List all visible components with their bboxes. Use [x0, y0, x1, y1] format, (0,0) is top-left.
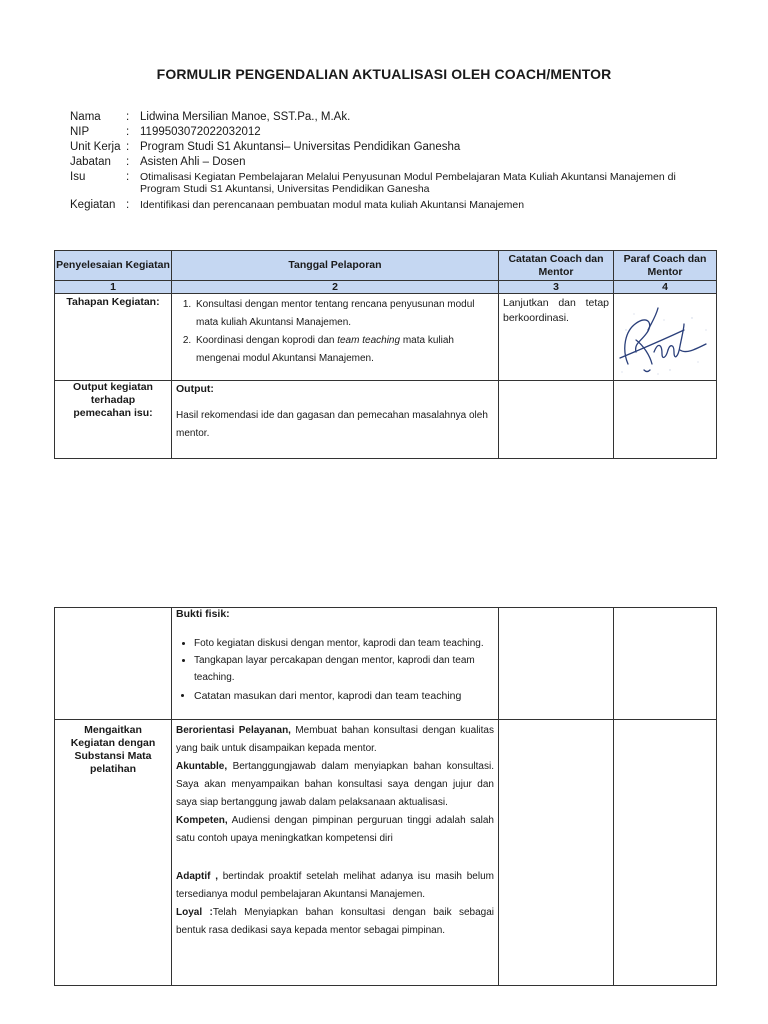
meta-colon: :	[126, 156, 130, 168]
value-text: bertindak proaktif setelah melihat adanya isu masih belum tersedianya modul pembelajaran Akuntansi Manajemen.	[176, 871, 494, 900]
header-penyelesaian: Penyelesaian Kegiatan	[55, 251, 172, 281]
value-name: Akuntable,	[176, 761, 228, 772]
meta-key: NIP	[70, 126, 90, 138]
column-number: 4	[614, 281, 717, 294]
identity-block	[70, 111, 710, 214]
empty-cell	[499, 720, 614, 986]
tahapan-list-cell	[172, 294, 499, 381]
empty-cell	[614, 720, 717, 986]
meta-key: Kegiatan	[70, 199, 116, 211]
meta-key: Jabatan	[70, 156, 111, 168]
list-item: 1. Konsultasi dengan mentor tentang rencana penyusunan modul mata kuliah Akuntansi Manajemen.	[194, 296, 494, 332]
form-title: FORMULIR PENGENDALIAN AKTUALISASI OLEH COACH/MENTOR	[156, 66, 612, 82]
value-name: Kompeten,	[176, 815, 228, 826]
value-name: Adaptif ,	[176, 871, 218, 882]
value-berorientasi-pelayanan	[176, 722, 494, 758]
empty-cell	[614, 608, 717, 720]
meta-row-isu	[70, 171, 710, 199]
value-kompeten	[176, 812, 494, 848]
value-text: Audiensi dengan pimpinan perguruan tinggi adalah salah satu contoh upaya meningkatkan kompetensi diri	[176, 815, 494, 844]
meta-key: Isu	[70, 171, 86, 183]
list-item	[194, 332, 494, 368]
meta-row-nip	[70, 126, 710, 141]
list-item-text: Koordinasi dengan koprodi dan	[196, 335, 338, 346]
list-item: • Catatan masukan dari mentor, kaprodi dan team teaching	[194, 688, 494, 705]
empty-cell	[499, 608, 614, 720]
coach-note: Lanjutkan dan tetap berkoordinasi.	[499, 294, 614, 381]
bukti-fisik-heading: Bukti fisik:	[176, 608, 230, 620]
list-item-text: mata kuliah mengenai modul Akuntansi Manajemen.	[196, 335, 454, 364]
meta-colon: :	[126, 126, 130, 138]
meta-value: Asisten Ahli – Dosen	[140, 156, 246, 168]
signature-cell	[614, 294, 717, 381]
empty-cell	[55, 608, 172, 720]
label-output: Output kegiatan terhadap pemecahan isu:	[55, 381, 172, 459]
bukti-fisik-list	[176, 635, 494, 705]
meta-row-kegiatan	[70, 199, 710, 214]
list-item-italic: team teaching	[337, 335, 401, 346]
meta-key: Nama	[70, 111, 101, 123]
value-text: Membuat bahan konsultasi dengan kualitas yang baik untuk disampaikan kepada mentor.	[176, 725, 494, 754]
column-number: 3	[499, 281, 614, 294]
meta-value: Otimalisasi Kegiatan Pembelajaran Melalui Penyusunan Modul Pembelajaran Mata Kuliah Akuntansi Manajemen di Program Studi S1 Akuntansi, Universitas Pendidikan Ganesha	[140, 171, 676, 195]
header-tanggal: Tanggal Pelaporan	[172, 251, 499, 281]
meta-row-nama	[70, 111, 710, 126]
value-adaptif	[176, 868, 494, 904]
meta-colon: :	[126, 199, 130, 211]
meta-value: Program Studi S1 Akuntansi– Universitas Pendidikan Ganesha	[140, 141, 461, 153]
empty-cell	[614, 381, 717, 459]
value-text: Bertanggungjawab dalam menyiapkan bahan konsultasi. Saya akan menyampaikan bahan konsultasi saya dengan jujur dan saya siap bertanggung jawab dalam pelaksanaan aktualisasi.	[176, 761, 494, 808]
control-table-1	[54, 250, 717, 459]
meta-value: Identifikasi dan perencanaan pembuatan modul mata kuliah Akuntansi Manajemen	[140, 199, 525, 211]
output-cell	[172, 381, 499, 459]
column-number: 1	[55, 281, 172, 294]
label-tahapan: Tahapan Kegiatan:	[55, 294, 172, 381]
signature-image	[614, 300, 714, 380]
control-table-2	[54, 607, 717, 986]
substansi-cell	[172, 720, 499, 986]
meta-row-unit-kerja	[70, 141, 710, 156]
header-catatan: Catatan Coach dan Mentor	[499, 251, 614, 281]
bukti-fisik-cell	[172, 608, 499, 720]
meta-value: Lidwina Mersilian Manoe, SST.Pa., M.Ak.	[140, 111, 351, 123]
output-heading: Output:	[176, 383, 214, 395]
empty-cell	[499, 381, 614, 459]
list-item: • Foto kegiatan diskusi dengan mentor, kaprodi dan team teaching.	[194, 635, 494, 652]
label-substansi: Mengaitkan Kegiatan dengan Substansi Mata pelatihan	[55, 720, 172, 986]
value-name: Berorientasi Pelayanan,	[176, 725, 291, 736]
meta-colon: :	[126, 111, 130, 123]
meta-value: 1199503072022032012	[140, 126, 261, 138]
meta-key: Unit Kerja	[70, 141, 121, 153]
header-paraf: Paraf Coach dan Mentor	[614, 251, 717, 281]
column-number: 2	[172, 281, 499, 294]
value-name: Loyal :	[176, 907, 213, 918]
meta-row-jabatan	[70, 156, 710, 171]
meta-colon: :	[126, 171, 130, 183]
value-loyal	[176, 904, 494, 940]
tahapan-list	[176, 296, 494, 368]
value-text: Telah Menyiapkan bahan konsultasi dengan baik sebagai bentuk rasa dedikasi saya kepada mentor sebagai pimpinan.	[176, 907, 495, 936]
value-akuntable	[176, 758, 494, 812]
list-item: • Tangkapan layar percakapan dengan mentor, kaprodi dan team teaching.	[194, 652, 494, 686]
meta-colon: :	[126, 141, 130, 153]
output-text: Hasil rekomendasi ide dan gagasan dan pemecahan masalahnya oleh mentor.	[176, 410, 488, 439]
